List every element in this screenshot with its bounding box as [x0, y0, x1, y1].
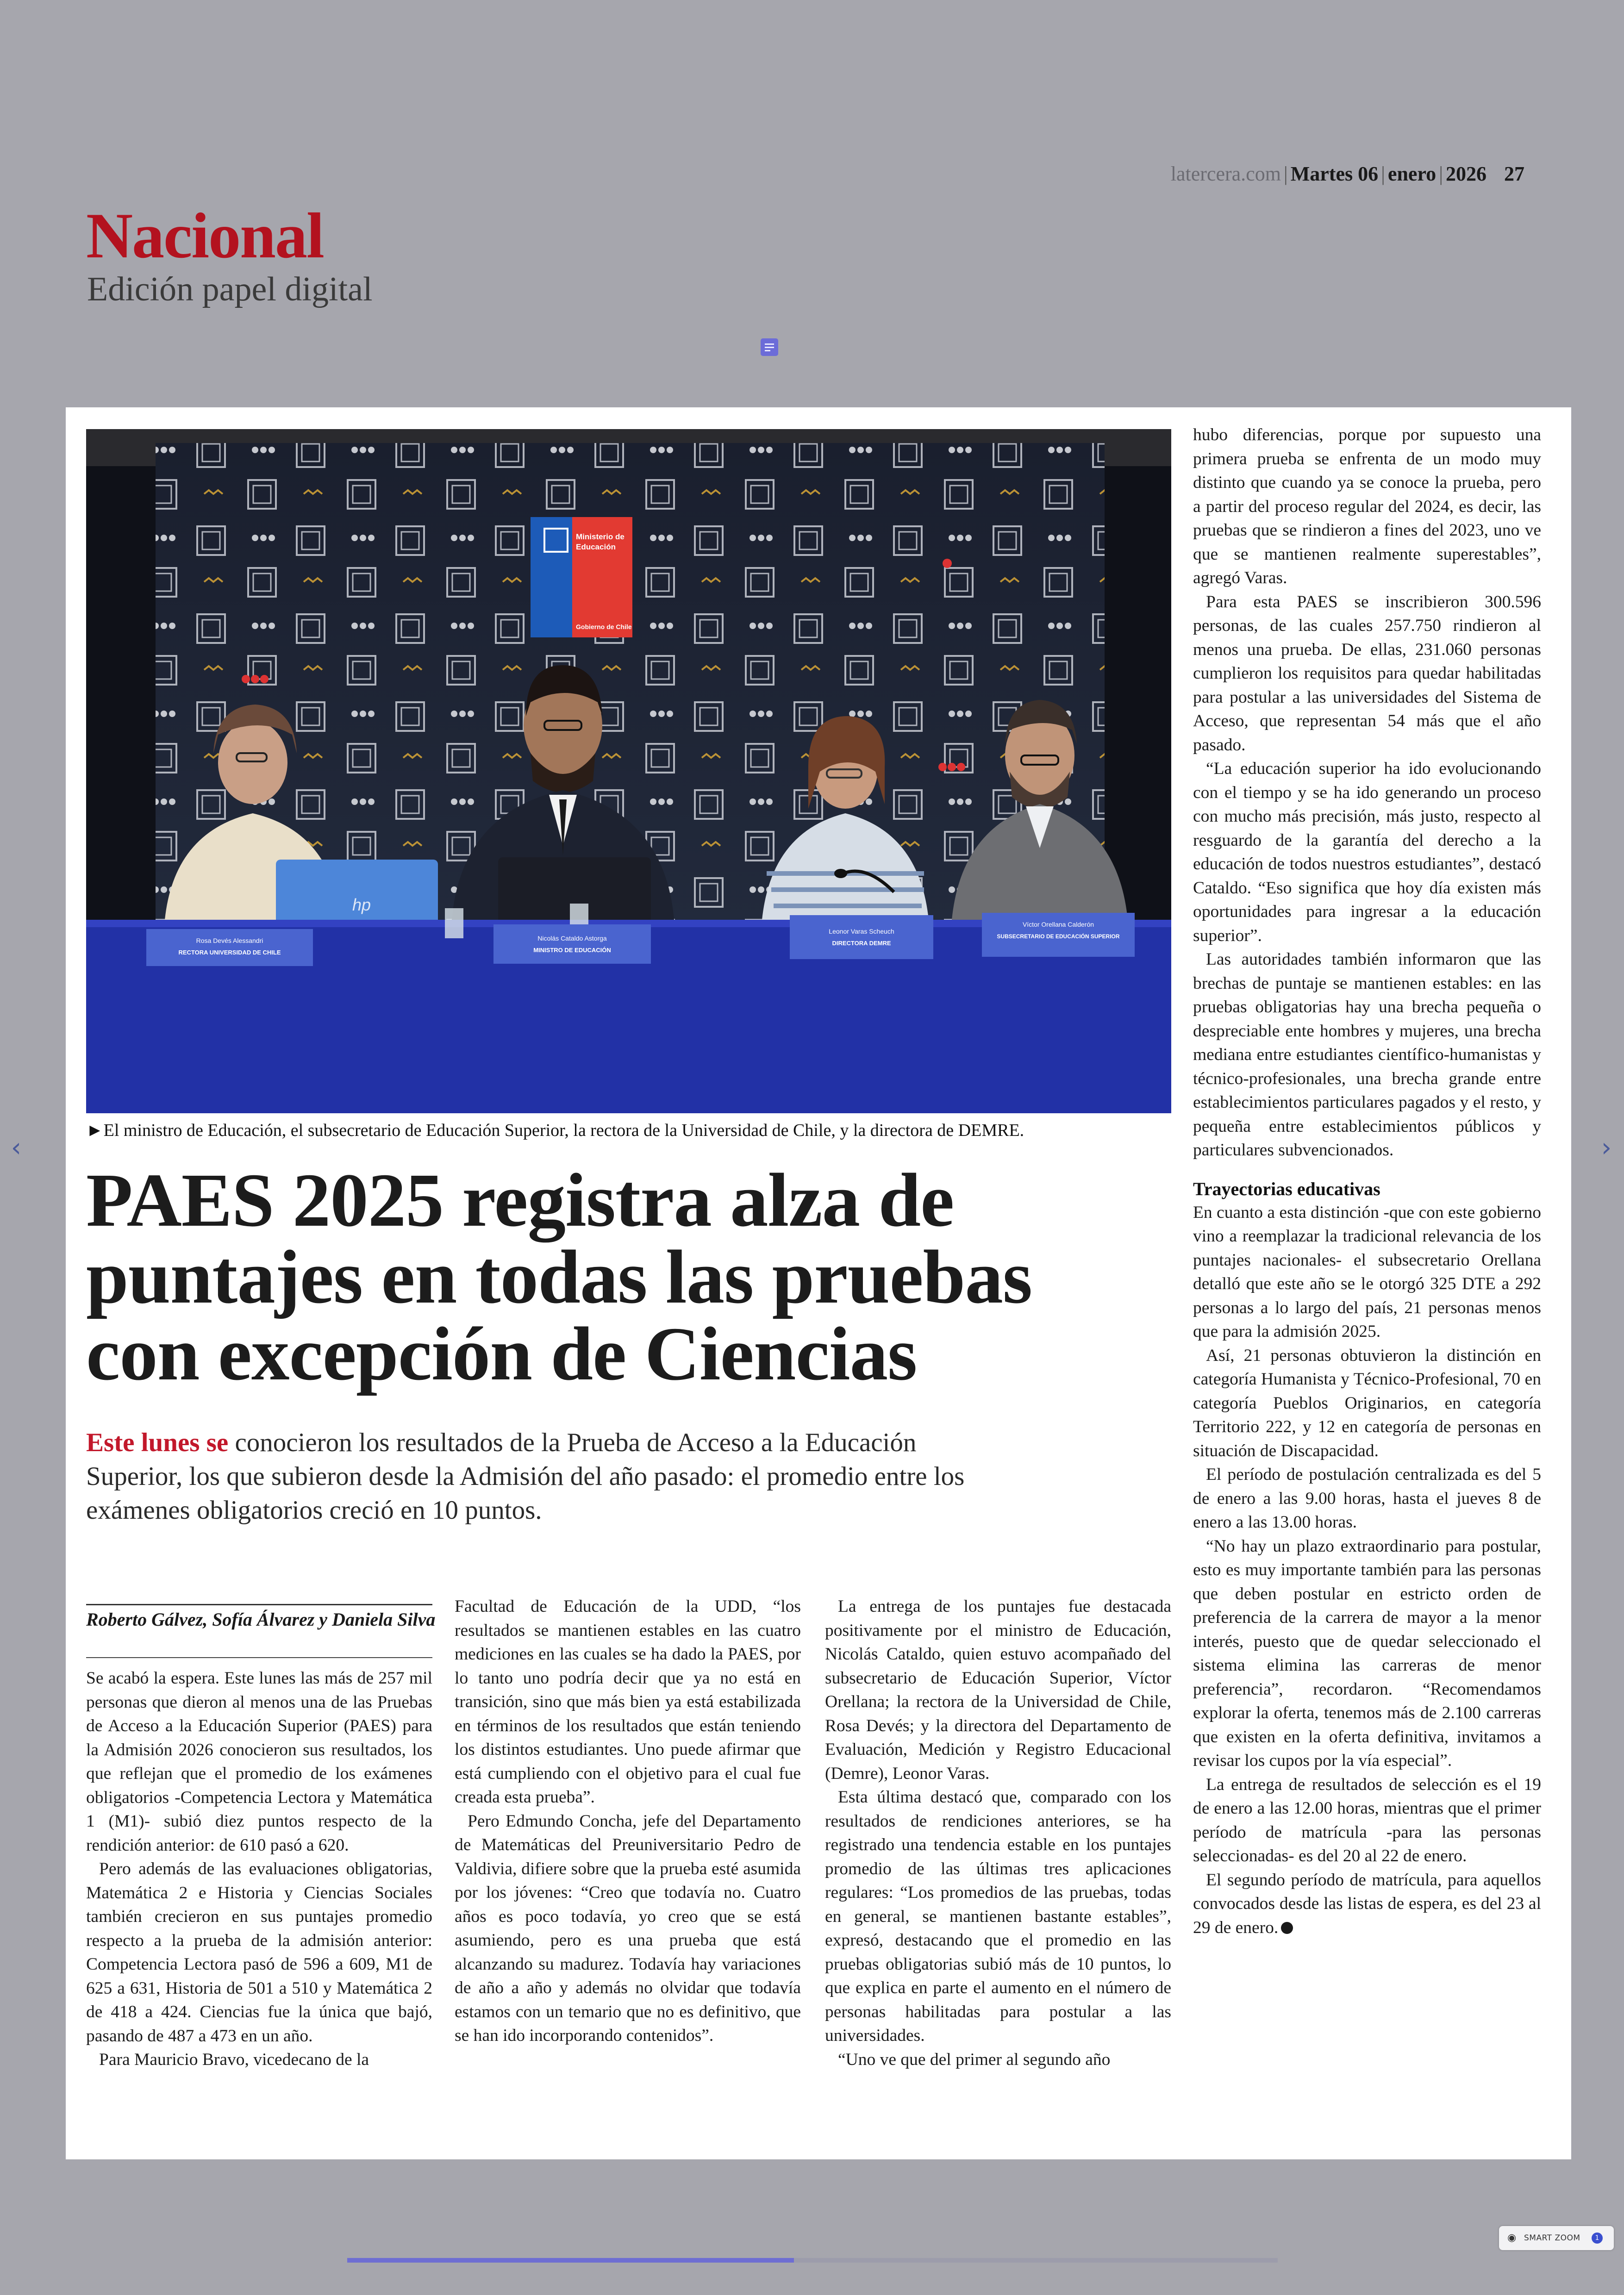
- paragraph: En cuanto a esta distinción -que con este gobierno vino a reemplazar la tradicional relevancia de los puntajes nacionales- el subsecretario Orellana detalló que este año se le otorgó 325 DTE a 292 personas a lo largo del país, 21 personas menos que para la admisión 2025.: [1193, 1203, 1541, 1341]
- headline-line: puntajes en todas las pruebas: [86, 1235, 1032, 1319]
- headline: [86, 1158, 1197, 1396]
- paragraph: Las autoridades también informaron que las brechas de puntaje se mantienen estables: en las pruebas obligatorias hay una brecha pequeña o despreciable ente hombres y mujeres, una brecha mediana entre estudiantes científico-humanistas y técnico-profesionales, una brecha grande entre establecimientos particulares pagados y el resto, y pequeña entre establecimientos públicos y particulares subvencionados.: [1193, 950, 1541, 1160]
- paragraph: Pero Edmundo Concha, jefe del Departamento de Matemáticas del Preuniversitario Pedro de Valdivia, difiere sobre que la prueba esté asumida por los jóvenes: “Creo que todavía no. Cuatro años es poco todavía, yo creo que se está asumiendo, pero es una prueba que está alcanzando su madurez. Todavía hay variaciones de año a año y además no olvidar que todavía estamos con un temario que no es definitivo, que se han ido incorporando contenidos”.: [455, 1811, 801, 2045]
- paragraph: “La educación superior ha ido evolucionando con el tiempo y se ha ido generando un proceso con mucho más precisión, más justo, respecto al resguardo de la garantía del derecho a la educación de todos nuestros estudiantes”, destacó Cataldo. “Eso significa que hoy día existen más oportunidades para ingresar a la educación superior”.: [1193, 759, 1541, 945]
- nameplate-3: [790, 915, 933, 959]
- paragraph: Así, 21 personas obtuvieron la distinción en categoría Humanista y Técnico-Profesional, 70 en categoría Pueblos Originarios, en categoría Territorio 222, y 12 en categoría de personas en situación de Discapacidad.: [1193, 1346, 1541, 1460]
- lead-paragraph: [86, 1426, 1012, 1527]
- previous-page-button[interactable]: ‹: [11, 1133, 22, 1163]
- nameplate-4: [982, 913, 1135, 957]
- notes-icon[interactable]: [761, 338, 778, 356]
- byline-rule: [86, 1657, 432, 1658]
- nameplate-title: SUBSECRETARIO DE EDUCACIÓN SUPERIOR: [997, 933, 1120, 940]
- paragraph: La entrega de resultados de selección es el 19 de enero a las 12.00 horas, mientras que el primer período de matrícula -para las personas seleccionadas- es del 20 al 22 de enero.: [1193, 1775, 1541, 1865]
- subhead: Trayectorias educativas: [1193, 1178, 1380, 1199]
- photo-caption: ►El ministro de Educación, el subsecretario de Educación Superior, la rectora de la Universidad de Chile, y la directora de DEMRE.: [86, 1121, 1024, 1140]
- paragraph: Para Mauricio Bravo, vicedecano de la: [99, 2050, 369, 2069]
- backdrop-logo-line2: Educación: [576, 543, 616, 551]
- issue-year: 2026: [1446, 162, 1487, 185]
- end-mark-icon: [1281, 1922, 1293, 1934]
- section-title: Nacional: [86, 200, 324, 272]
- backdrop-logo-line3: Gobierno de Chile: [576, 623, 632, 630]
- paragraph: hubo diferencias, porque por supuesto una primera prueba se enfrenta de un modo muy distinto que cuando ya se conoce la prueba, pero a partir del proceso regular del 2024, es decir, las pruebas que se rindieron a fines del 2023, uno ve que se mantienen realmente superestables”, agregó Varas.: [1193, 425, 1541, 587]
- paragraph: Pero además de las evaluaciones obligatorias, Matemática 2 e Historia y Ciencias Sociales también crecieron en sus puntajes promedio respecto a la prueba de la admisión anterior: Competencia Lectora pasó de 596 a 609, M1 de 625 a 631, Historia de 501 a 510 y Matemática 2 de 418 a 424. Ciencias fue la única que bajó, pasando de 487 a 473 en un año.: [86, 1859, 432, 2046]
- issue-month: enero: [1387, 162, 1437, 185]
- issue-meta: latercera.com | Martes 06 | enero | 2026 27: [1170, 162, 1524, 185]
- nameplate-title: MINISTRO DE EDUCACIÓN: [533, 947, 611, 954]
- paragraph: Facultad de Educación de la UDD, “los resultados se mantienen estables en las cuatro mediciones en las cuales se ha dado la PAES, por lo tanto uno podría decir que ya no está en transición, sino que más bien ya está estabilizada en términos de los resultados que están teniendo los distintos estudiantes. Uno puede afirmar que está cumpliendo con el objetivo para el cual fue creada esta prueba”.: [455, 1597, 801, 1807]
- headline-line: PAES 2025 registra alza de: [86, 1158, 954, 1242]
- nameplate-1: [146, 929, 313, 966]
- article-column-1: [86, 1666, 432, 2072]
- lead-text: conocieron los resultados de la Prueba de Acceso a la Educación Superior, los que subieron desde la Admisión del año pasado: el promedio entre los exámenes obligatorios creció en 10 puntos.: [86, 1428, 965, 1525]
- info-badge-icon: 1: [1592, 2233, 1603, 2244]
- smart-zoom-label: SMART ZOOM: [1524, 2233, 1580, 2243]
- smart-zoom-button[interactable]: [1499, 2226, 1614, 2250]
- lead-kicker: Este lunes se: [86, 1428, 229, 1457]
- page-progress-bar[interactable]: [347, 2258, 1278, 2263]
- press-conference-photo: [86, 429, 1171, 1113]
- paragraph: “No hay un plazo extraordinario para postular, esto es muy importante también para las personas que deben postular en estricto orden de preferencia de la carrera de mayor a la menor interés, puesto que de quedar seleccionado el sistema elimina las carreras de menor preferencia”, recordaron. “Recomendamos explorar la oferta, tenemos más de 2.100 carreras que existen en la oferta definitiva, invitamos a revisar los cupos por la vía especial”.: [1193, 1536, 1541, 1770]
- headline-line: con excepción de Ciencias: [86, 1311, 917, 1396]
- article-column-3: [825, 1595, 1171, 2071]
- paragraph: El período de postulación centralizada es del 5 de enero a las 9.00 horas, hasta el jueves 8 de enero a las 13.00 horas.: [1193, 1465, 1541, 1532]
- next-page-button[interactable]: ›: [1601, 1133, 1612, 1163]
- article-column-4: [1193, 423, 1541, 1940]
- paragraph: Para esta PAES se inscribieron 300.596 personas, de las cuales 257.750 rindieron al menos una prueba. De ellas, 231.060 personas cumplieron los requisitos para quedar habilitadas para postular a las universidades del Sistema de Acceso, que representan 54 más que el año pasado.: [1193, 592, 1541, 755]
- nameplate-2: [493, 924, 651, 964]
- page-progress-fill: [347, 2258, 794, 2263]
- paragraph: Esta última destacó que, comparado con los resultados de rendiciones anteriores, se ha registrado una tendencia estable en los puntajes promedio de las últimas tres aplicaciones regulares: “Los promedios de las pruebas, todas en general, se mantienen bastante estables”, expresó, destacando que el promedio en las pruebas obligatorias subió más de 10 puntos, lo que explica en parte el aumento en el número de personas habilitadas para postular a las universidades.: [825, 1788, 1171, 2045]
- nameplate-name: Leonor Varas Scheuch: [829, 928, 894, 935]
- paragraph: [1193, 1868, 1541, 1940]
- eye-icon: ◉: [1507, 2232, 1517, 2244]
- byline: Roberto Gálvez, Sofía Álvarez y Daniela Silva: [86, 1609, 436, 1630]
- newspaper-page: [66, 407, 1571, 2159]
- nameplate-name: Rosa Devés Alessandri: [196, 937, 263, 944]
- article-column-2: [455, 1595, 801, 2048]
- nameplate-name: Nicolás Cataldo Astorga: [537, 935, 607, 942]
- site-name: latercera.com: [1170, 162, 1281, 185]
- byline-rule: [86, 1604, 432, 1605]
- edition-subtitle: Edición papel digital: [87, 270, 373, 308]
- backdrop-logo-line1: Ministerio de: [576, 532, 625, 541]
- nameplate-title: RECTORA UNIVERSIDAD DE CHILE: [178, 949, 281, 956]
- page-number: 27: [1504, 162, 1524, 185]
- paragraph: La entrega de los puntajes fue destacada positivamente por el ministro de Educación, Nicolás Cataldo, quien estuvo acompañado del subsecretario de Educación Superior, Víctor Orellana; la rectora de la Universidad de Chile, Rosa Devés; y la directora del Departamento de Evaluación, Medición y Registro Educacional (Demre), Leonor Varas.: [825, 1597, 1171, 1783]
- paragraph: “Uno ve que del primer al segundo año: [838, 2050, 1111, 2069]
- nameplate-name: Víctor Orellana Calderón: [1022, 921, 1094, 928]
- nameplate-title: DIRECTORA DEMRE: [832, 940, 891, 947]
- issue-day: Martes 06: [1290, 162, 1379, 185]
- paragraph: Se acabó la espera. Este lunes las más de 257 mil personas que dieron al menos una de las Pruebas de Acceso a la Educación Superior (PAES) para la Admisión 2026 conocieron sus resultados, los que reflejan que el promedio de los exámenes obligatorios -Competencia Lectora y Matemática 1 (M1)- subió diez puntos respecto de la rendición anterior: de 610 pasó a 620.: [86, 1669, 432, 1855]
- laptop-brand: hp: [352, 895, 371, 914]
- paragraph-text: El segundo período de matrícula, para aquellos convocados desde las listas de espera, es del 23 al 29 de enero.: [1193, 1870, 1541, 1937]
